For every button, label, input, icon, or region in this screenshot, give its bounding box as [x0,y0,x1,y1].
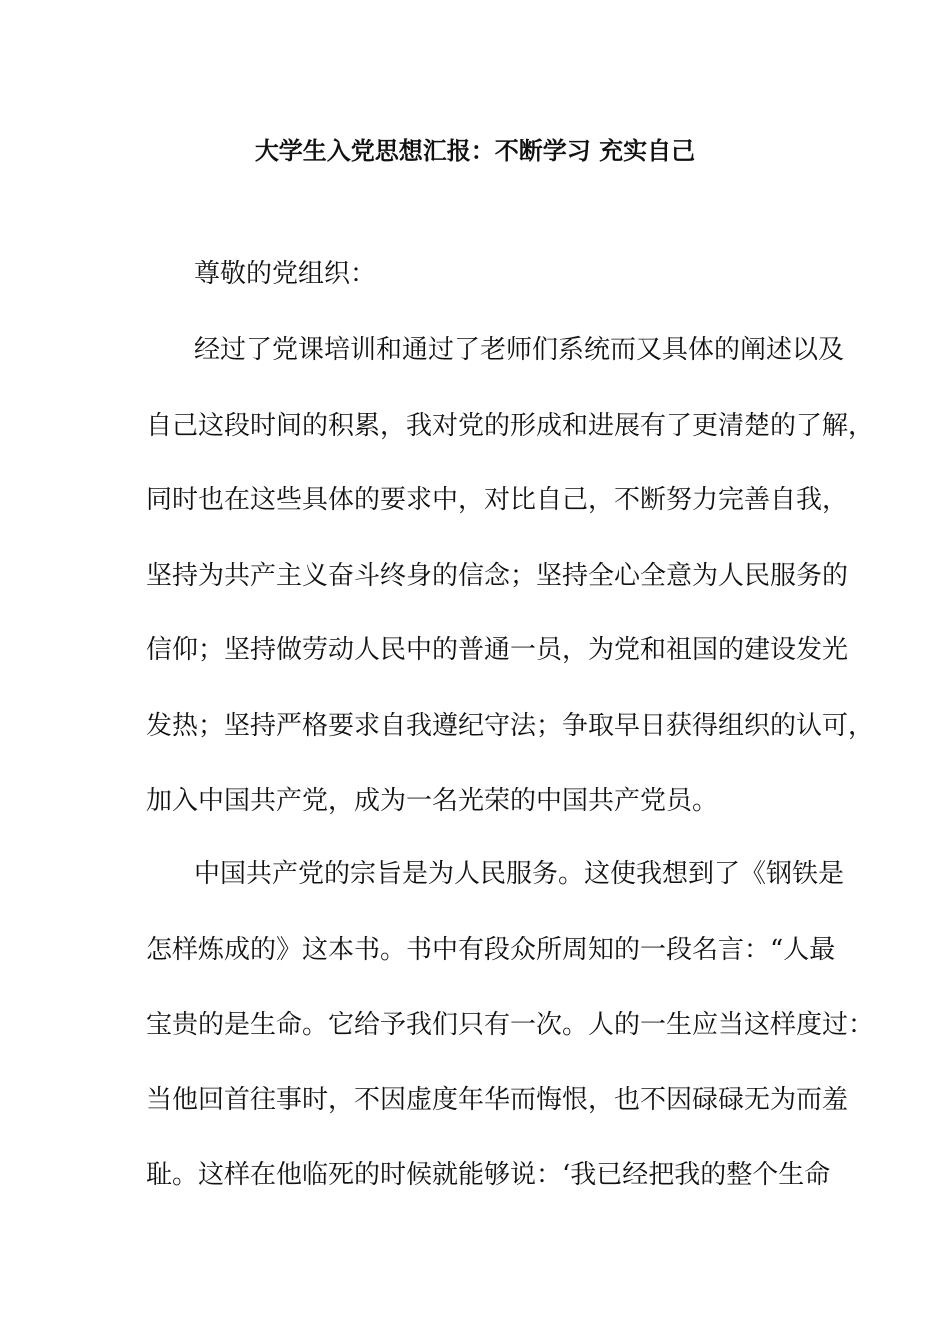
paragraph-1-line-3: 同时也在这些具体的要求中，对比自己，不断努力完善自我， [146,485,849,515]
document-title: 大学生入党思想汇报：不断学习 充实自己 [254,137,696,165]
paragraph-1-line-5: 信仰；坚持做劳动人民中的普通一员，为党和祖国的建设发光 [146,635,849,665]
paragraph-2-line-3: 宝贵的是生命。它给予我们只有一次。人的一生应当这样度过： [146,1010,875,1040]
paragraph-1-line-2: 自己这段时间的积累，我对党的形成和进展有了更清楚的了解， [146,411,875,441]
paragraph-1-line-4: 坚持为共产主义奋斗终身的信念；坚持全心全意为人民服务的 [146,561,849,591]
paragraph-1-line-6: 发热；坚持严格要求自我遵纪守法；争取早日获得组织的认可， [146,711,875,741]
salutation: 尊敬的党组织： [194,259,377,289]
paragraph-2-line-2: 怎样炼成的》这本书。书中有段众所周知的一段名言：“人最 [146,935,836,965]
paragraph-2-line-4: 当他回首往事时，不因虚度年华而悔恨，也不因碌碌无为而羞 [146,1085,849,1115]
paragraph-1-line-7: 加入中国共产党，成为一名光荣的中国共产党员。 [146,786,719,816]
paragraph-2-line-5: 耻。这样在他临死的时候就能够说：‘我已经把我的整个生命 [146,1160,831,1190]
paragraph-2-line-1: 中国共产党的宗旨是为人民服务。这使我想到了《钢铁是 [194,859,845,889]
paragraph-1-line-1: 经过了党课培训和通过了老师们系统而又具体的阐述以及 [194,335,845,365]
